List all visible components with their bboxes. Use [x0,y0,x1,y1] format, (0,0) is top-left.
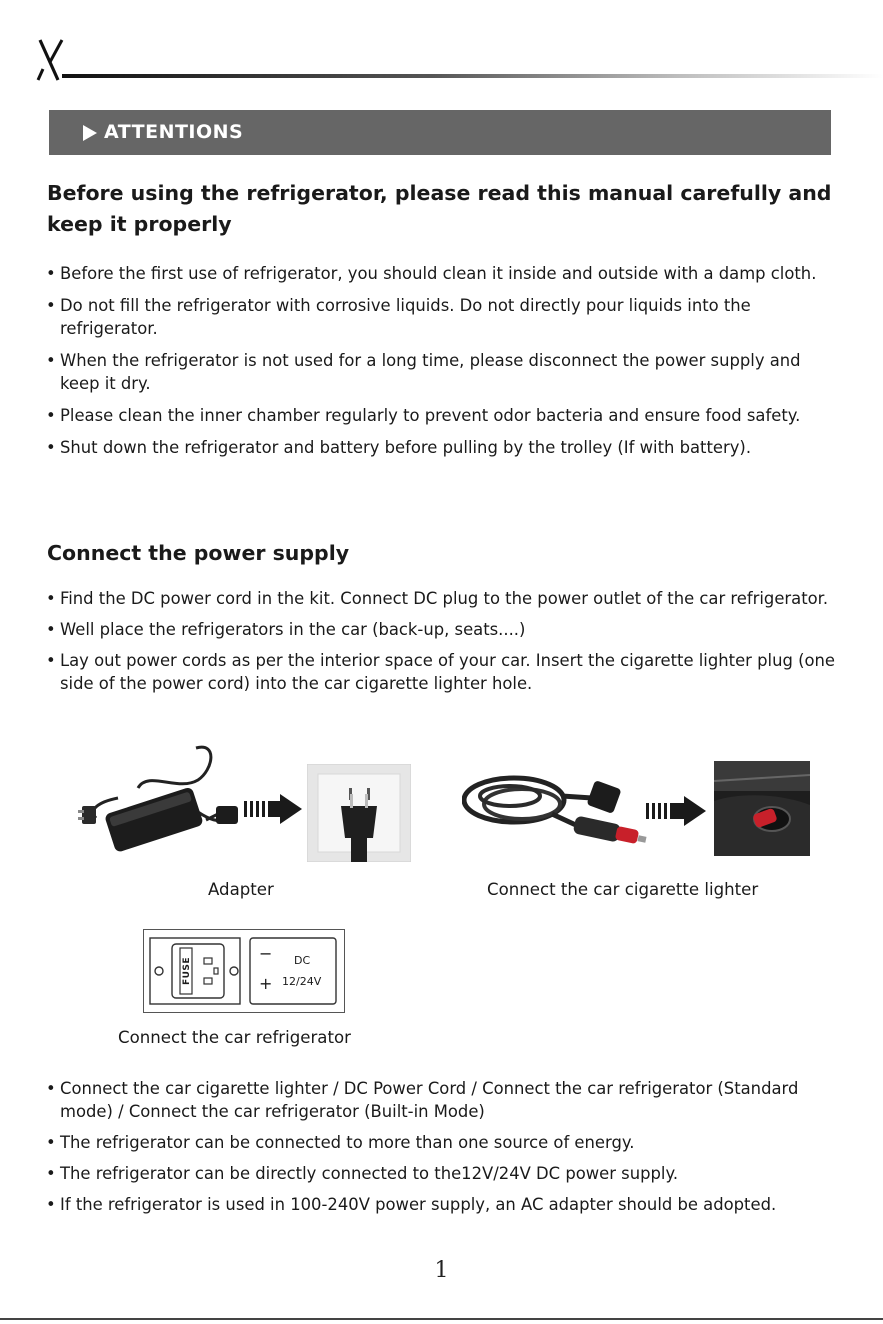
list-item: • Lay out power cords as per the interior space of your car. Insert the cigarette lighter plug (one side of the power cord) into the car cigarette lighter hole. [45,649,845,695]
banner-title: ATTENTIONS [104,121,244,143]
cigarette-lighter-cord-image [462,762,658,862]
list-item: • Please clean the inner chamber regularly to prevent odor bacteria and ensure food safety. [45,404,845,427]
refrigerator-caption: Connect the car refrigerator [118,1028,351,1047]
arrow-right-icon [646,796,706,826]
fuse-label: FUSE [182,956,192,986]
fuse-label-wrap [181,949,193,993]
dc-label: DC [294,954,311,967]
section-heading-connect-power: Connect the power supply [47,541,350,565]
list-item: • Connect the car cigarette lighter / DC Power Cord / Connect the car refrigerator (Standard mode) / Connect the car refrigerator (Built-in Mode) [45,1077,845,1123]
minus-label: − [259,944,273,963]
footer-rule [0,1318,883,1320]
dc-plug-icon [204,800,242,830]
attentions-banner [49,110,831,155]
list-item: • Shut down the refrigerator and battery before pulling by the trolley (If with battery). [45,436,845,459]
car-lighter-socket-image [714,761,810,856]
list-item: • Well place the refrigerators in the car (back-up, seats....) [45,618,845,641]
list-item: • Find the DC power cord in the kit. Connect DC plug to the power outlet of the car refrigerator. [45,587,845,610]
lighter-caption: Connect the car cigarette lighter [487,880,759,899]
list-item: • The refrigerator can be connected to more than one source of energy. [45,1131,845,1154]
wall-socket-image [307,764,411,862]
power-list [45,587,845,695]
plus-label: + [259,974,273,993]
play-triangle-icon [83,125,97,141]
list-item: • If the refrigerator is used in 100-240V power supply, an AC adapter should be adopted. [45,1193,845,1216]
list-item: • Do not fill the refrigerator with corrosive liquids. Do not directly pour liquids into the refrigerator. [45,294,845,340]
socket-panel-drawing [144,930,346,1014]
list-item: • Before the first use of refrigerator, you should clean it inside and outside with a damp cloth. [45,262,845,285]
section-heading-before-using: Before using the refrigerator, please read this manual carefully and keep it properly [47,181,832,236]
attention-list [45,262,845,459]
header-rule [62,74,883,78]
adapter-caption: Adapter [208,880,274,899]
energy-list [45,1077,845,1216]
page-number: 1 [434,1258,449,1283]
voltage-label: 12/24V [282,975,322,988]
arrow-right-icon [244,794,302,824]
list-item: • When the refrigerator is not used for a long time, please disconnect the power supply and keep it dry. [45,349,845,395]
refrigerator-socket-panel [143,929,345,1013]
list-item: • The refrigerator can be directly connected to the12V/24V DC power supply. [45,1162,845,1185]
